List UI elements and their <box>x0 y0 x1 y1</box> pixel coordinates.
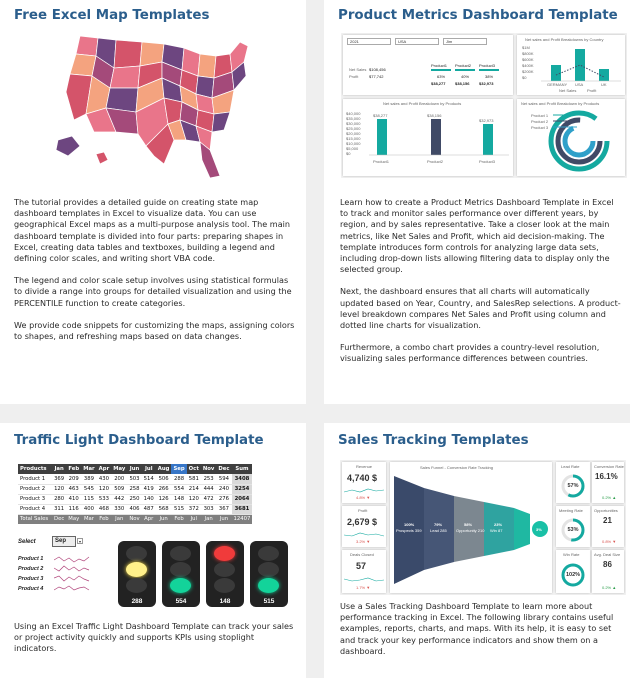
table-cell: Feb <box>171 514 186 524</box>
kpi-value: 57 <box>356 561 367 571</box>
green-light-icon <box>214 578 235 593</box>
country-y-tick: $200K <box>522 69 534 74</box>
table-cell: 509 <box>111 484 127 494</box>
table-cell: 554 <box>171 484 186 494</box>
product-y-tick: $30,000 <box>346 121 361 126</box>
table-cell: 581 <box>187 474 201 484</box>
table-cell: 389 <box>81 474 96 484</box>
table-cell: 3254 <box>232 484 253 494</box>
kpi-delta: 1.7% ▼ <box>356 585 371 590</box>
card-description <box>340 601 624 657</box>
country-chart-panel <box>517 35 625 95</box>
table-cell: May <box>66 514 81 524</box>
table-cell: Feb <box>97 514 112 524</box>
table-cell: 367 <box>216 504 231 514</box>
product-pct: 40% <box>461 74 470 79</box>
salesrep-dropdown: Jim <box>443 38 487 45</box>
table-cell: 503 <box>127 474 141 484</box>
table-cell: 330 <box>111 504 127 514</box>
column-header: Products <box>18 464 52 474</box>
country-label: USA <box>575 82 584 87</box>
funnel-stage-sub: Prospects 359 <box>396 528 422 533</box>
product-name: Product2 <box>455 63 472 68</box>
product-name: Product1 <box>431 63 448 68</box>
gauge-label: Meeting Rate <box>559 508 583 513</box>
kpi-delta: 3.2% ▼ <box>356 539 371 544</box>
kpi-value: 4,740 $ <box>347 473 378 483</box>
net-sales-value: $108,456 <box>369 67 386 72</box>
product-pct: 38% <box>485 74 494 79</box>
kpi-label: Opportunities <box>594 508 618 513</box>
gauge-value: 53% <box>567 527 579 533</box>
red-light-icon <box>126 546 147 561</box>
year-dropdown: 2021 <box>347 38 391 45</box>
bar-value: $32,973 <box>479 118 494 123</box>
country-y-tick: $800K <box>522 51 534 56</box>
card-title[interactable]: Free Excel Map Templates <box>14 8 210 23</box>
column-header: Nov <box>202 466 215 472</box>
table-cell: 12407 <box>232 514 253 524</box>
card-description <box>340 197 624 365</box>
us-map-icon <box>50 28 256 182</box>
column-header: Jan <box>52 464 66 474</box>
row-label-cell: Product 4 <box>18 504 52 514</box>
bar-label: Product1 <box>373 159 390 164</box>
description-paragraph: Using an Excel Traffic Light Dashboard Template can track your sales or project activity quickly and supports KPIs using stoplight indicators. <box>14 621 294 654</box>
product-y-tick: $35,000 <box>346 116 361 121</box>
table-cell: 372 <box>187 504 201 514</box>
progress-bar <box>479 69 499 71</box>
donut-legend-item: Product 1 <box>531 113 549 118</box>
column-header: Feb <box>66 464 81 474</box>
product-name: Product3 <box>479 63 496 68</box>
table-cell: Dec <box>52 514 66 524</box>
gauge-value: 102% <box>565 572 581 578</box>
table-row <box>18 504 252 514</box>
kpi-value: 21 <box>603 516 612 525</box>
table-cell: Jan <box>111 514 127 524</box>
product-label: Product 3 <box>18 576 44 582</box>
product-bar-chart <box>343 99 513 176</box>
column-header: Jun <box>127 464 141 474</box>
column-header: Apr <box>98 466 110 472</box>
country-y-tick: $600K <box>522 57 534 62</box>
funnel-stage-label: 3% <box>536 527 542 532</box>
kpi-label: Conversion Rate <box>594 464 624 469</box>
light-value: 554 <box>175 598 187 605</box>
table-cell: 406 <box>127 504 141 514</box>
profit-value: $77,742 <box>369 74 384 79</box>
table-cell: 2064 <box>232 494 253 504</box>
funnel-stage-sub: Lead 285 <box>430 528 447 533</box>
card-traffic-light[interactable] <box>0 423 306 678</box>
green-light-icon <box>258 578 279 593</box>
card-product-metrics[interactable] <box>324 0 630 404</box>
table-cell: 568 <box>156 504 172 514</box>
country-label: UK <box>601 82 607 87</box>
red-light-icon <box>170 546 191 561</box>
traffic-light <box>162 541 200 607</box>
table-row <box>18 494 252 504</box>
table-cell: 369 <box>52 474 66 484</box>
table-cell: 288 <box>171 474 186 484</box>
table-cell: Mar <box>81 514 96 524</box>
gauge-value: 57% <box>567 483 579 489</box>
product-label: Product 1 <box>18 556 44 562</box>
card-description <box>14 621 298 655</box>
description-paragraph: We provide code snippets for customizing the maps, assigning colors to shapes, and refreshing maps based on data changes. <box>14 319 295 342</box>
table-cell: Jun <box>156 514 172 524</box>
chevron-down-icon[interactable]: ▾ <box>78 539 81 544</box>
table-cell: 148 <box>171 494 186 504</box>
table-cell: 126 <box>156 494 172 504</box>
kpi-delta: 0.2% ▲ <box>602 495 617 500</box>
table-cell: 140 <box>143 496 154 502</box>
red-light-icon <box>258 546 279 561</box>
column-header: Oct <box>188 466 199 472</box>
traffic-light <box>250 541 288 607</box>
profit-label: Profit <box>349 74 359 79</box>
mini-sparkline <box>344 488 384 494</box>
product-y-tick: $0 <box>346 151 351 156</box>
description-paragraph: Use a Sales Tracking Dashboard Template to learn more about performance tracking in Excel. The following library contains useful examples, reports, charts, and maps. With its help, it is easy to set and track your key performance indicators and show them on a dashboard. <box>340 601 614 656</box>
table-cell: 410 <box>66 494 81 504</box>
kpi-label: Profit <box>358 508 368 513</box>
country-dropdown: USA <box>395 38 439 45</box>
table-cell: 444 <box>201 484 217 494</box>
description-paragraph: The tutorial provides a detailed guide on creating state map dashboard templates in Excel to visualize data. You can use geographical Excel maps as a multi-purpose analysis tool. The main dashboard template is divided into four parts: preparing shapes in Excel, creating data tables and textboxes, building a legend and defining color scales, and writing short VBA code. <box>14 197 291 264</box>
table-cell: Jan <box>201 514 217 524</box>
table-cell: 209 <box>66 474 81 484</box>
donut-legend-item: Product 2 <box>531 119 549 124</box>
light-value: 515 <box>263 598 275 605</box>
table-cell: 506 <box>156 474 172 484</box>
country-chart-title: Net sales and Profit Breakdowns by Country <box>525 37 604 42</box>
sales-table <box>18 464 252 524</box>
table-totals-row <box>18 514 252 524</box>
table-cell: 303 <box>201 504 217 514</box>
net-sales-label: Net Sales <box>349 67 367 72</box>
funnel-stage-sub: Win 87 <box>490 528 503 533</box>
donut-title: Net sales and Profit Breakdown by Products <box>521 101 600 106</box>
table-cell: 545 <box>81 484 96 494</box>
table-cell: 120 <box>52 484 66 494</box>
sparkline <box>54 576 89 581</box>
column-header: May <box>113 466 126 472</box>
table-cell: 468 <box>97 504 112 514</box>
mini-sparkline <box>344 532 384 538</box>
table-cell: 311 <box>52 504 66 514</box>
legend-profit: Profit <box>587 88 597 93</box>
card-title[interactable]: Sales Tracking Templates <box>338 433 529 448</box>
gauge-card <box>556 462 590 503</box>
product-label: Product 2 <box>18 566 44 572</box>
table-header-row <box>18 464 252 474</box>
table-cell: 533 <box>97 494 112 504</box>
product-y-tick: $5,000 <box>346 146 359 151</box>
kpi-card <box>592 462 624 503</box>
light-value: 148 <box>219 598 231 605</box>
product-pct: 63% <box>437 74 446 79</box>
row-label-cell: Product 1 <box>18 474 52 484</box>
kpi-delta: 0.2% ▲ <box>602 585 617 590</box>
kpi-value: 16.1% <box>595 472 618 481</box>
legend-net-sales: Net Sales <box>559 88 577 93</box>
donut-chart <box>517 99 625 176</box>
funnel-stage-label: 79% <box>434 522 443 527</box>
kpi-value: 86 <box>603 560 612 569</box>
table-cell: 515 <box>171 504 186 514</box>
kpi-delta: 0.8% ▼ <box>602 539 617 544</box>
traffic-light <box>118 541 156 607</box>
month-select[interactable] <box>52 536 76 547</box>
table-cell: 487 <box>143 506 154 512</box>
funnel-title: Sales Funnel - Conversion Rate Tracking <box>420 465 493 470</box>
product-value: $38,156 <box>455 81 470 86</box>
row-label-cell: Product 3 <box>18 494 52 504</box>
kpi-card <box>592 506 624 547</box>
sparkline <box>54 557 89 562</box>
card-description <box>14 197 298 342</box>
table-cell: 276 <box>216 494 231 504</box>
country-y-tick: $1M <box>522 45 530 50</box>
card-excel-map[interactable] <box>0 0 306 404</box>
bar-label: Product2 <box>427 159 444 164</box>
light-value: 288 <box>131 598 143 605</box>
donut-legend-item: Product 3 <box>531 125 549 130</box>
card-sales-tracking[interactable] <box>324 423 630 678</box>
kpi-label: Deals Closed <box>350 552 374 557</box>
sales-tracking-image <box>340 460 626 595</box>
table-cell: Nov <box>127 514 141 524</box>
table-cell: 250 <box>127 494 141 504</box>
country-y-tick: $0 <box>522 75 527 80</box>
card-title[interactable]: Traffic Light Dashboard Template <box>14 433 264 448</box>
product-value: $38,277 <box>431 81 446 86</box>
table-cell: 258 <box>127 484 141 494</box>
card-title[interactable]: Product Metrics Dashboard Template <box>338 8 618 23</box>
description-paragraph: Learn how to create a Product Metrics Dashboard Template in Excel to track and monitor sales performance over different years, by region, and by sales representative. Take a closer look at the main metrics, like Net Sales and Profit, which aid decision-making. The template introduces form controls for analyzing large data sets, including drop-down lists allowing filtering data to display only the selected group. <box>340 197 614 275</box>
product-y-tick: $10,000 <box>346 141 361 146</box>
traffic-light <box>206 541 244 607</box>
product-value: $32,973 <box>479 81 494 86</box>
product-y-tick: $40,000 <box>346 111 361 116</box>
gauge-label: Lead Rate <box>561 464 580 469</box>
column-header: Jul <box>142 464 156 474</box>
table-row <box>18 474 252 484</box>
table-cell: 280 <box>52 494 66 504</box>
funnel-panel <box>390 462 552 593</box>
kpi-card <box>342 550 386 593</box>
table-cell: 419 <box>143 486 154 492</box>
kpi-label: Avg. Deal Size <box>594 552 621 557</box>
green-light-icon <box>126 578 147 593</box>
country-y-tick: $400K <box>522 63 534 68</box>
funnel-stage-label: 100% <box>404 522 415 527</box>
table-cell: Jun <box>216 514 231 524</box>
table-cell: 463 <box>66 484 81 494</box>
country-label: GERMANY <box>547 82 568 87</box>
product-y-tick: $25,000 <box>346 126 361 131</box>
yellow-light-icon <box>126 562 147 577</box>
table-cell: 200 <box>111 474 127 484</box>
product-chart-panel <box>343 99 513 176</box>
table-cell: 430 <box>97 474 112 484</box>
table-cell: 120 <box>97 484 112 494</box>
progress-bar <box>455 69 475 71</box>
kpi-panel <box>343 35 513 95</box>
sparkline <box>54 586 89 590</box>
product-metrics-image <box>341 33 627 178</box>
sparkline-group <box>54 554 94 596</box>
table-cell: 3408 <box>232 474 253 484</box>
row-label-cell: Product 2 <box>18 484 52 494</box>
bar-label: Product3 <box>479 159 496 164</box>
kpi-card <box>592 550 624 593</box>
table-cell: 266 <box>156 484 172 494</box>
product-label: Product 4 <box>18 586 44 592</box>
table-cell: 240 <box>216 484 231 494</box>
select-label: Select <box>18 539 36 545</box>
column-header: Sum <box>232 464 253 474</box>
progress-bar <box>431 69 451 71</box>
kpi-label: Revenue <box>356 464 373 469</box>
table-cell: 442 <box>111 494 127 504</box>
column-header-selected: Sep <box>173 466 185 472</box>
table-cell: Apr <box>142 514 156 524</box>
table-cell: 400 <box>81 504 96 514</box>
table-cell: 115 <box>81 494 96 504</box>
product-y-tick: $15,000 <box>346 136 361 141</box>
green-light-icon <box>170 578 191 593</box>
kpi-card <box>342 506 386 547</box>
bar-value: $38,277 <box>373 113 388 118</box>
donut-panel <box>517 99 625 176</box>
description-paragraph: Furthermore, a combo chart provides a country-level resolution, visualizing sales performance differences between countries. <box>340 342 600 364</box>
yellow-light-icon <box>258 562 279 577</box>
table-cell: 253 <box>201 474 217 484</box>
table-row <box>18 484 252 494</box>
red-light-icon <box>214 546 235 561</box>
row-label-cell: Total Sales <box>18 514 52 524</box>
funnel-stage-label: 58% <box>464 522 473 527</box>
table-cell: 472 <box>201 494 217 504</box>
column-header: Dec <box>218 466 230 472</box>
gauge-card <box>556 506 590 547</box>
column-header: Aug <box>157 466 170 472</box>
traffic-light-image <box>14 460 292 610</box>
funnel-stage-label: 23% <box>494 522 503 527</box>
product-y-tick: $20,000 <box>346 131 361 136</box>
table-cell: 594 <box>216 474 231 484</box>
kpi-value: 2,679 $ <box>347 517 378 527</box>
yellow-light-icon <box>214 562 235 577</box>
table-cell: 116 <box>66 504 81 514</box>
mini-sparkline <box>344 577 384 583</box>
month-select-value: Sep <box>55 538 67 544</box>
description-paragraph: The legend and color scale setup involves using statistical formulas to divide a range into groups for detailed visualization and using the PERCENTILE function to create categories. <box>14 275 292 308</box>
table-cell: 120 <box>187 494 201 504</box>
table-cell: 3681 <box>232 504 253 514</box>
gauge-card <box>556 550 590 593</box>
funnel-stage-sub: Opportunity 210 <box>456 528 485 533</box>
column-header: Mar <box>83 466 95 472</box>
kpi-delta: 4.8% ▼ <box>356 495 371 500</box>
description-paragraph: Next, the dashboard ensures that all charts will automatically updated based on Year, Country, and SalesRep selections. A product-level breakdown compares Net Sales and Profit using column and dotted line charts for visualization. <box>340 286 621 331</box>
yellow-light-icon <box>170 562 191 577</box>
table-cell: 214 <box>187 484 201 494</box>
gauge-label: Win Rate <box>563 552 580 557</box>
bar-value: $38,156 <box>427 113 442 118</box>
product-chart-title: Net sales and Profit Breakdown by Products <box>383 101 462 106</box>
sparkline <box>54 566 89 571</box>
us-map-image <box>50 28 256 182</box>
table-cell: 514 <box>142 474 156 484</box>
kpi-card <box>342 462 386 503</box>
table-cell: Jul <box>187 514 201 524</box>
